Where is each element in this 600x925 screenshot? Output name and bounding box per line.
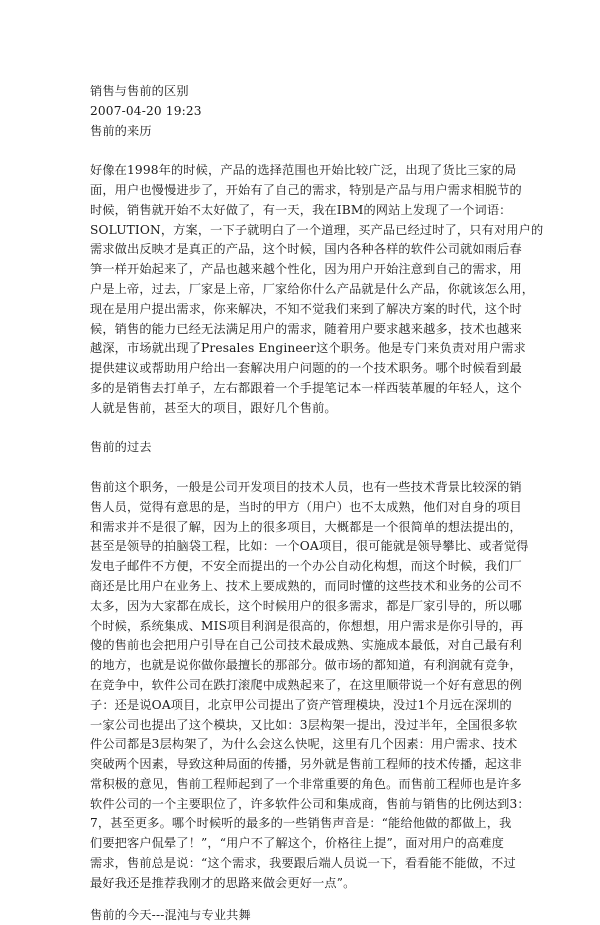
paragraph-line: 售人员，觉得有意思的是，当时的甲方（用户）也不太成熟，他们对自身的项目 (90, 499, 522, 514)
paragraph-line: 售前这个职务，一般是公司开发项目的技术人员，也有一些技术背景比较深的销 (90, 479, 522, 494)
paragraph-line: SOLUTION，方案，一下子就明白了一个道理，买产品已经过时了，只有对用户的 (90, 222, 544, 237)
paragraph-line: 一家公司也提出了这个模块，又比如：3层构架一提出，没过半年，全国很多软 (90, 717, 518, 732)
paragraph-line: 笋一样开始起来了，产品也越来越个性化，因为用户开始注意到自己的需求，用 (90, 262, 522, 277)
section-heading-past: 售前的过去 (90, 440, 152, 455)
paragraph-line: 发电子邮件不方便，不安全而提出的一个办公自动化构想，而这个时候，我们厂 (90, 559, 522, 574)
paragraph-line: 面，用户也慢慢进步了，开始有了自己的需求，特别是产品与用户需求相脱节的 (90, 182, 522, 197)
paragraph-line: 时候，销售就开始不太好做了，有一天，我在IBM的网站上发现了一个词语： (90, 202, 512, 217)
spacer (90, 419, 530, 439)
paragraph-line: 太多，因为大家都在成长，这个时候用户的很多需求，都是厂家引导的，所以哪 (90, 598, 522, 613)
paragraph-line: 商还是比用户在业务上、技术上要成熟的，而同时懂的这些技术和业务的公司不 (90, 578, 522, 593)
paragraph-line: 候，销售的能力已经无法满足用户的需求，随着用户要求越来越多，技术也越来 (90, 321, 522, 336)
paragraph-line: 突破两个因素，导致这种局面的传播，另外就是售前工程师的技术传播，起这非 (90, 757, 522, 772)
section-origin-body (90, 161, 544, 418)
paragraph-line: 个时候，系统集成、MIS项目利润是很高的，你想想，用户需求是你引导的，再 (90, 618, 524, 633)
paragraph-line: 在竞争中，软件公司在跌打滚爬中成熟起来了，在这里顺带说一个好有意思的例 (90, 677, 522, 692)
document-date: 2007-04-20 19:23 (90, 103, 202, 118)
paragraph-line: 7，甚至更多。哪个时候听的最多的一些销售声音是：“能给他做的都做上，我 (90, 816, 512, 831)
paragraph-line: 提供建议或帮助用户给出一套解决用户问题的的一个技术职务。哪个时候看到最 (90, 361, 522, 376)
paragraph-line: 甚至是领导的拍脑袋工程，比如：一个OA项目，很可能就是领导攀比、或者觉得 (90, 539, 529, 554)
spacer (90, 141, 530, 161)
paragraph-line: 们要把客户侃晕了！”，“用户不了解这个，价格往上提”，面对用户的高难度 (90, 836, 504, 851)
paragraph-line: 傻的售前也会把用户引导在自己公司技术最成熟、实施成本最低，对自己最有利 (90, 638, 522, 653)
spacer (90, 894, 530, 906)
section-heading-today: 售前的今天---混沌与专业共舞 (90, 907, 251, 922)
paragraph-line: 需求，售前总是说：“这个需求，我要跟后端人员说一下，看看能不能做，不过 (90, 856, 516, 871)
paragraph-line: 多的是销售去打单子，左右都跟着一个手提笔记本一样西装革履的年轻人，这个 (90, 380, 522, 395)
paragraph-line: 户是上帝，过去，厂家是上帝，厂家给你什么产品就是什么产品，你就该怎么用， (90, 281, 535, 296)
paragraph-line: 越深，市场就出现了Presales Engineer这个职务。他是专门来负责对用户需求 (90, 341, 526, 356)
paragraph-line: 常积极的意见，售前工程师起到了一个非常重要的角色。而售前工程师也是许多 (90, 776, 522, 791)
section-past-body (90, 478, 530, 894)
spacer (90, 458, 530, 478)
paragraph-line: 需求做出反映才是真正的产品，这个时候，国内各种各样的软件公司就如雨后春 (90, 242, 522, 257)
paragraph-line: 现在是用户提出需求，你来解决，不知不觉我们来到了解决方案的时代，这个时 (90, 301, 522, 316)
paragraph-line: 好像在1998年的时候，产品的选择范围也开始比较广泛，出现了货比三家的局 (90, 163, 517, 178)
paragraph-line: 子：还是说OA项目，北京甲公司提出了资产管理模块，没过1个月远在深圳的 (90, 697, 512, 712)
document-title: 销售与售前的区别 (90, 84, 189, 98)
paragraph-line: 的地方，也就是说你做你最擅长的那部分。做市场的都知道，有利润就有竞争， (90, 658, 522, 673)
paragraph-line: 和需求并不是很了解，因为上的很多项目，大概都是一个很简单的想法提出的， (90, 519, 522, 534)
section-heading-origin: 售前的来历 (90, 123, 152, 138)
paragraph-line: 件公司都是3层构架了，为什么会这么快呢，这里有几个因素：用户需求、技术 (90, 737, 518, 752)
paragraph-line: 人就是售前，甚至大的项目，跟好几个售前。 (90, 400, 337, 415)
paragraph-line: 软件公司的一个主要职位了，许多软件公司和集成商，售前与销售的比例达到3： (90, 796, 530, 811)
paragraph-line: 最好我还是推荐我刚才的思路来做会更好一点”。 (90, 875, 356, 890)
